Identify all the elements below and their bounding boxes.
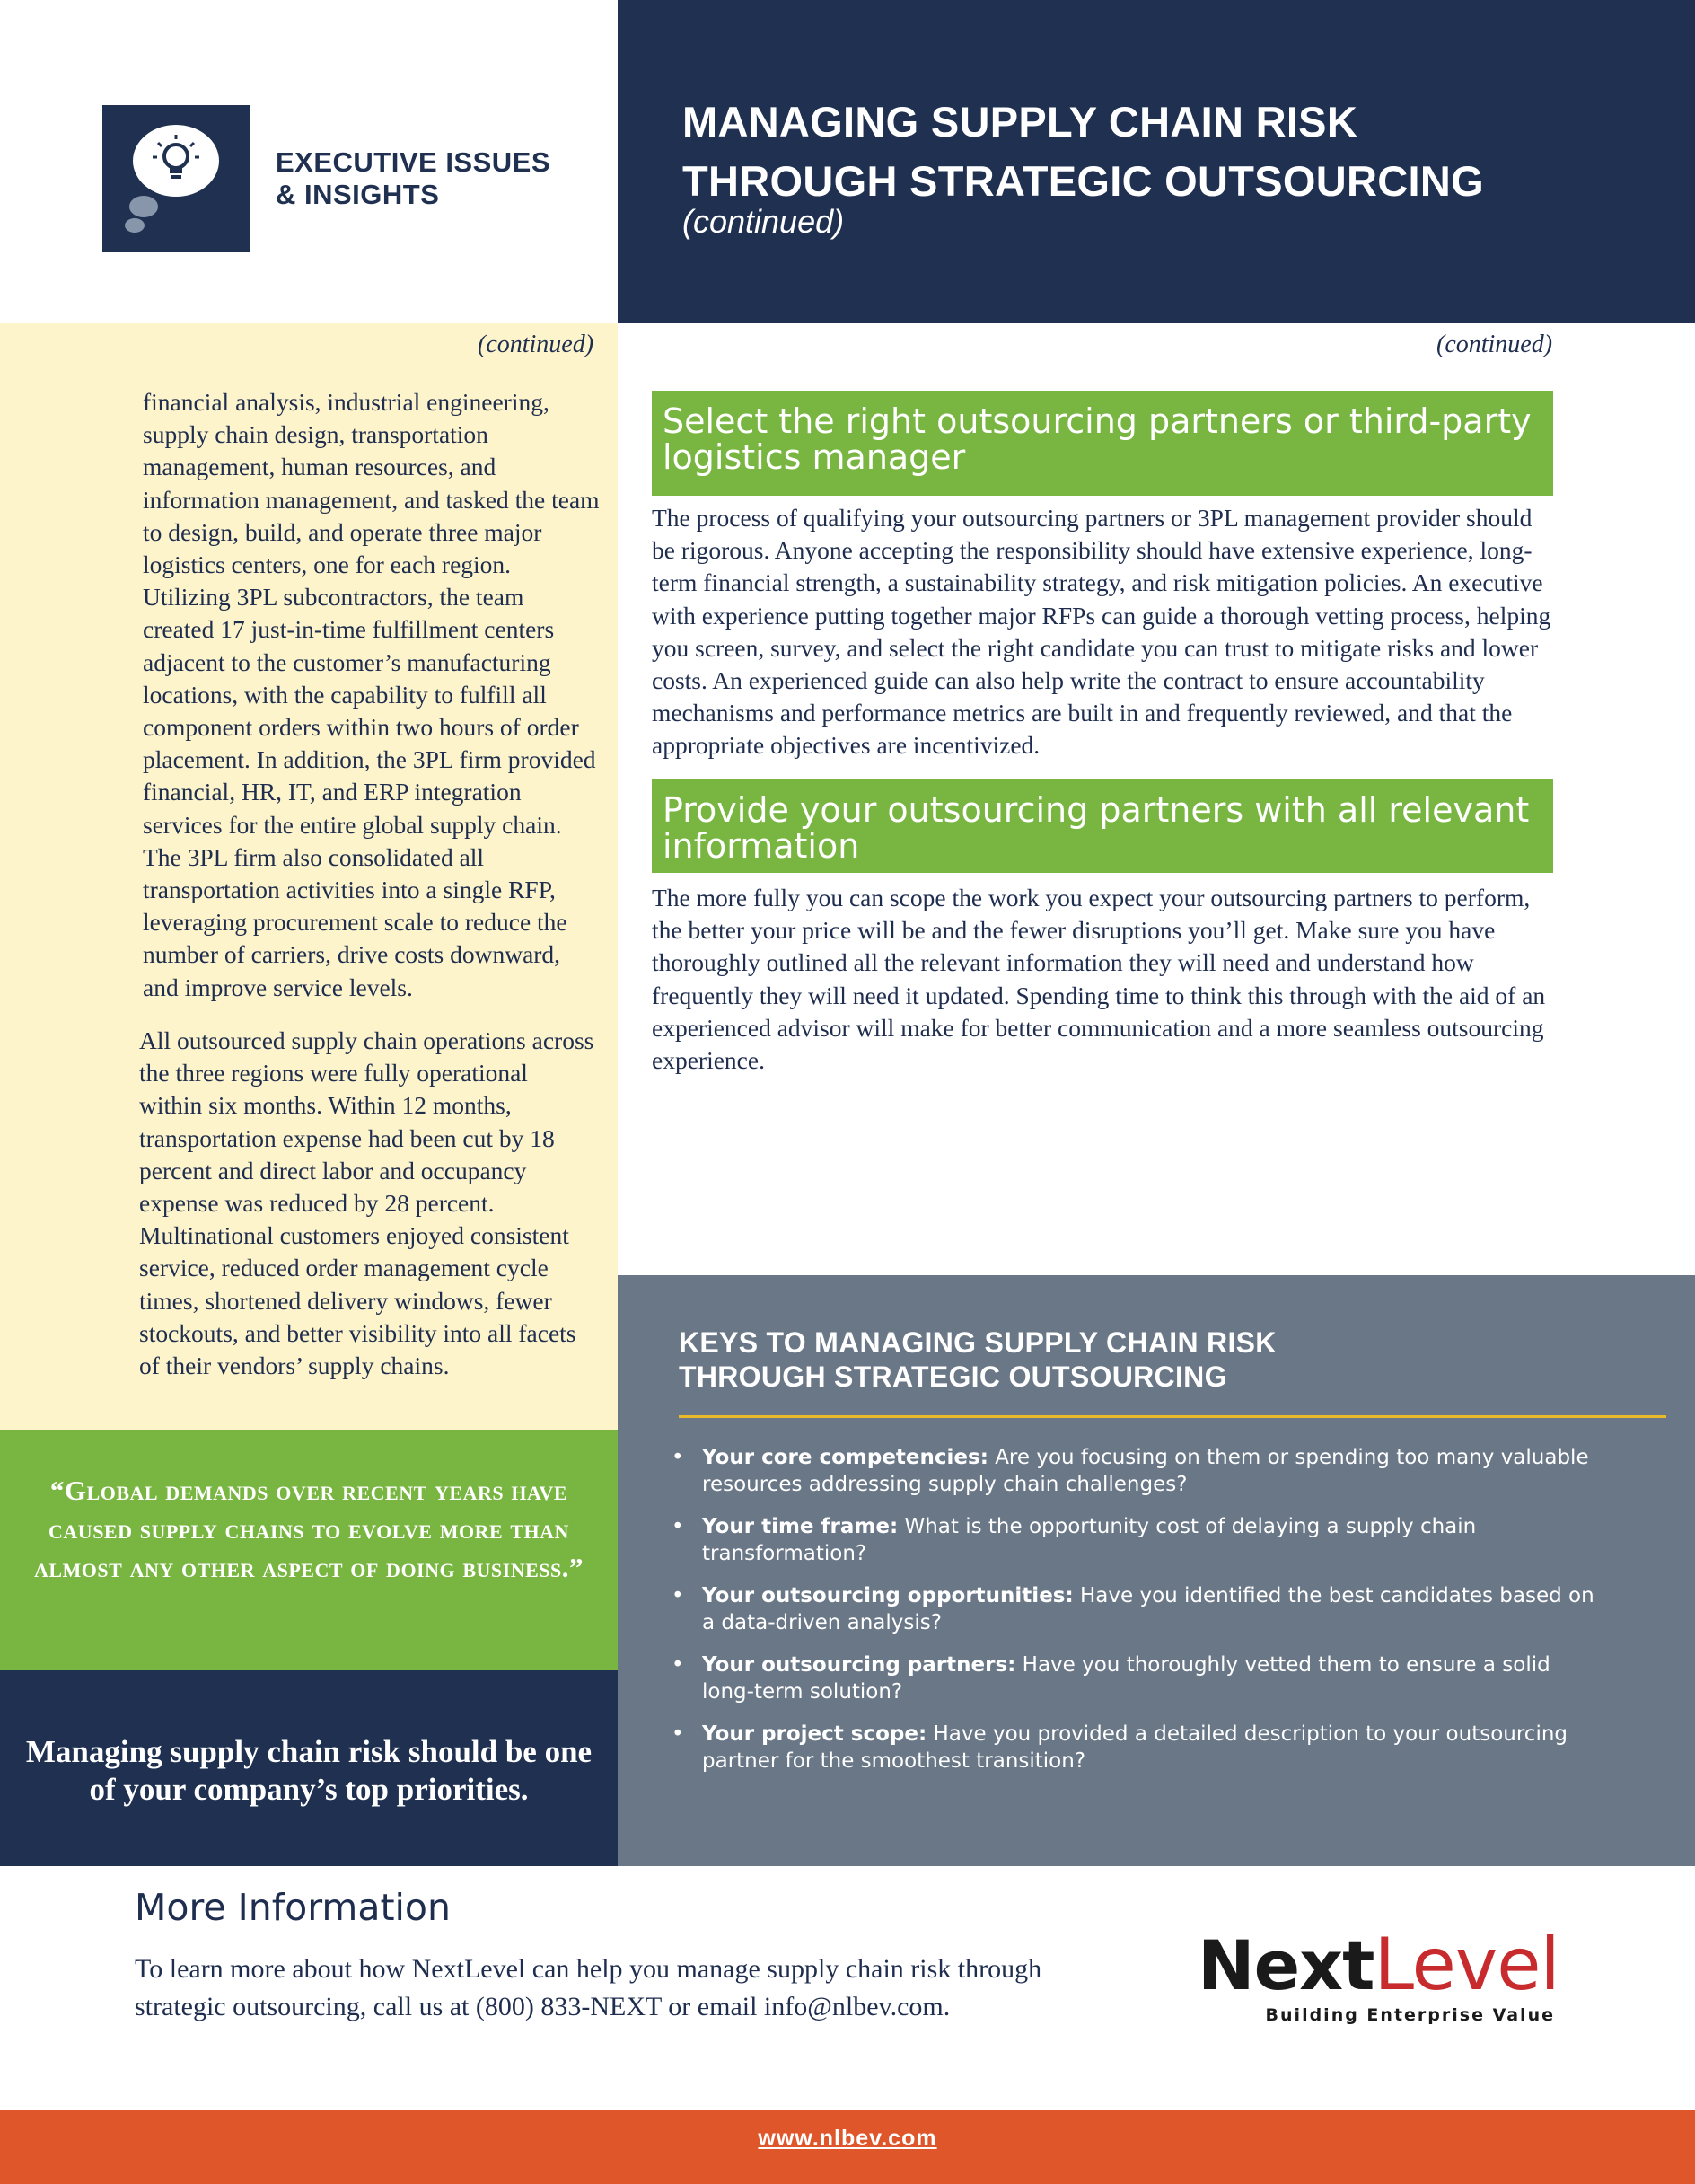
section-heading-information: Provide your outsourcing partners with all relevant information [652, 779, 1553, 873]
key-text: Are you focusing on them or spending too many valuable resources addressing supply chain challenges? [702, 1446, 1589, 1496]
page-subtitle: (continued) [682, 203, 845, 240]
keys-list-item [672, 1721, 1596, 1774]
keys-list-item [672, 1582, 1596, 1636]
bullet-icon: • [672, 1584, 684, 1607]
more-info-title: More Information [135, 1886, 452, 1929]
key-label: Your outsourcing partners: [702, 1653, 1016, 1677]
keys-divider [679, 1415, 1666, 1418]
pull-quote: “Global demands over recent years have caused supply chains to evolve more than almost any other aspect of doing business.” [33, 1475, 584, 1583]
bullet-icon: • [672, 1446, 684, 1469]
key-label: Your project scope: [702, 1722, 927, 1746]
keys-list-item [672, 1651, 1596, 1705]
key-text: Have you identified the best candidates based on a data-driven analysis? [702, 1584, 1594, 1634]
key-text: What is the opportunity cost of delaying a supply chain transformation? [702, 1515, 1477, 1565]
page-title [682, 92, 1670, 211]
keys-title-line-1: KEYS TO MANAGING SUPPLY CHAIN RISK [679, 1326, 1277, 1359]
footer-website-link[interactable]: www.nlbev.com [758, 2126, 937, 2151]
left-paragraph-1: financial analysis, industrial engineering, supply chain design, transportation management, human resources, and information management, and tasked the team to design, build, and operate three major logistics centers, one for each region. Utilizing 3PL subcontractors, the team created 17 just-in-time fulfillment centers adjacent to the customer’s manufacturing locations, with the capability to fulfill all component orders within two hours of order placement. In addition, the 3PL firm provided financial, HR, IT, and ERP integration services for the entire global supply chain. The 3PL firm also consolidated all transportation activities into a single RFP, leveraging procurement scale to reduce the number of carriers, drive costs downward, and improve service levels. [143, 388, 600, 1001]
right-continued-label: (continued) [1436, 330, 1553, 358]
left-paragraph-2: All outsourced supply chain operations across the three regions were fully operational within six months. Within 12 months, transportation expense had been cut by 18 percent and direct labor and occupancy expense was reduced by 28 percent. Multinational customers enjoyed consistent service, reduced order management cycle times, shortened delivery windows, fewer stockouts, and better visibility into all facets of their vendors’ supply chains. [139, 1026, 594, 1380]
section-body-partners: The process of qualifying your outsourcing partners or 3PL management provider should be rigorous. Anyone accepting the responsibility should have extensive experience, long-term financial strength, a sustainability strategy, and risk mitigation policies. An executive with experience putting together major RFPs can guide a thorough vetting process, helping you screen, survey, and select the right candidate you can trust to mitigate risks and lower costs. An experienced guide can also help write the contract to ensure accountability mechanisms and performance metrics are built in and frequently reviewed, and that the appropriate objectives are incentivized. [652, 504, 1551, 760]
statement-text: Managing supply chain risk should be one of your company’s top priorities. [25, 1734, 593, 1807]
nextlevel-logo [1198, 1923, 1559, 2025]
page-title-line-1: MANAGING SUPPLY CHAIN RISK [682, 98, 1358, 145]
logo-wordmark [1198, 1923, 1559, 2006]
page-title-line-2: THROUGH STRATEGIC OUTSOURCING [682, 157, 1484, 205]
brand-title [276, 146, 599, 211]
lightbulb-thought-icon [102, 105, 250, 252]
bullet-icon: • [672, 1653, 684, 1677]
bullet-icon: • [672, 1515, 684, 1538]
keys-list-item [672, 1513, 1596, 1567]
brand-line-1: EXECUTIVE ISSUES [276, 146, 551, 178]
key-label: Your core competencies: [702, 1446, 988, 1469]
bullet-icon: • [672, 1722, 684, 1746]
keys-list [672, 1444, 1596, 1790]
keys-list-item [672, 1444, 1596, 1498]
more-info-text: To learn more about how NextLevel can help you manage supply chain risk through strategic outsourcing, call us at (800) 833-NEXT or email info@nlbev.com. [135, 1954, 1042, 2021]
section-body-information: The more fully you can scope the work you expect your outsourcing partners to perform, the better your price will be and the fewer disruptions you’ll get. Make sure you have thoroughly outlined all the relevant information they will need and understand how frequently they will need it updated. Spending time to think this through with the aid of an experienced advisor will make for better communication and a more seamless outsourcing experience. [652, 884, 1546, 1075]
key-label: Your outsourcing opportunities: [702, 1584, 1074, 1607]
keys-title [679, 1325, 1576, 1394]
brand-line-2: & INSIGHTS [276, 179, 440, 210]
logo-word-next: Next [1198, 1925, 1374, 2005]
section-heading-partners: Select the right outsourcing partners or third-party logistics manager [652, 391, 1553, 496]
key-label: Your time frame: [702, 1515, 899, 1538]
logo-word-level: Level [1374, 1923, 1559, 2006]
key-text: Have you provided a detailed description to your outsourcing partner for the smoothest transition? [702, 1722, 1568, 1773]
logo-tagline: Building Enterprise Value [1265, 2005, 1555, 2025]
left-continued-label: (continued) [478, 330, 594, 358]
key-text: Have you thoroughly vetted them to ensure a solid long-term solution? [702, 1653, 1550, 1704]
keys-title-line-2: THROUGH STRATEGIC OUTSOURCING [679, 1361, 1227, 1393]
